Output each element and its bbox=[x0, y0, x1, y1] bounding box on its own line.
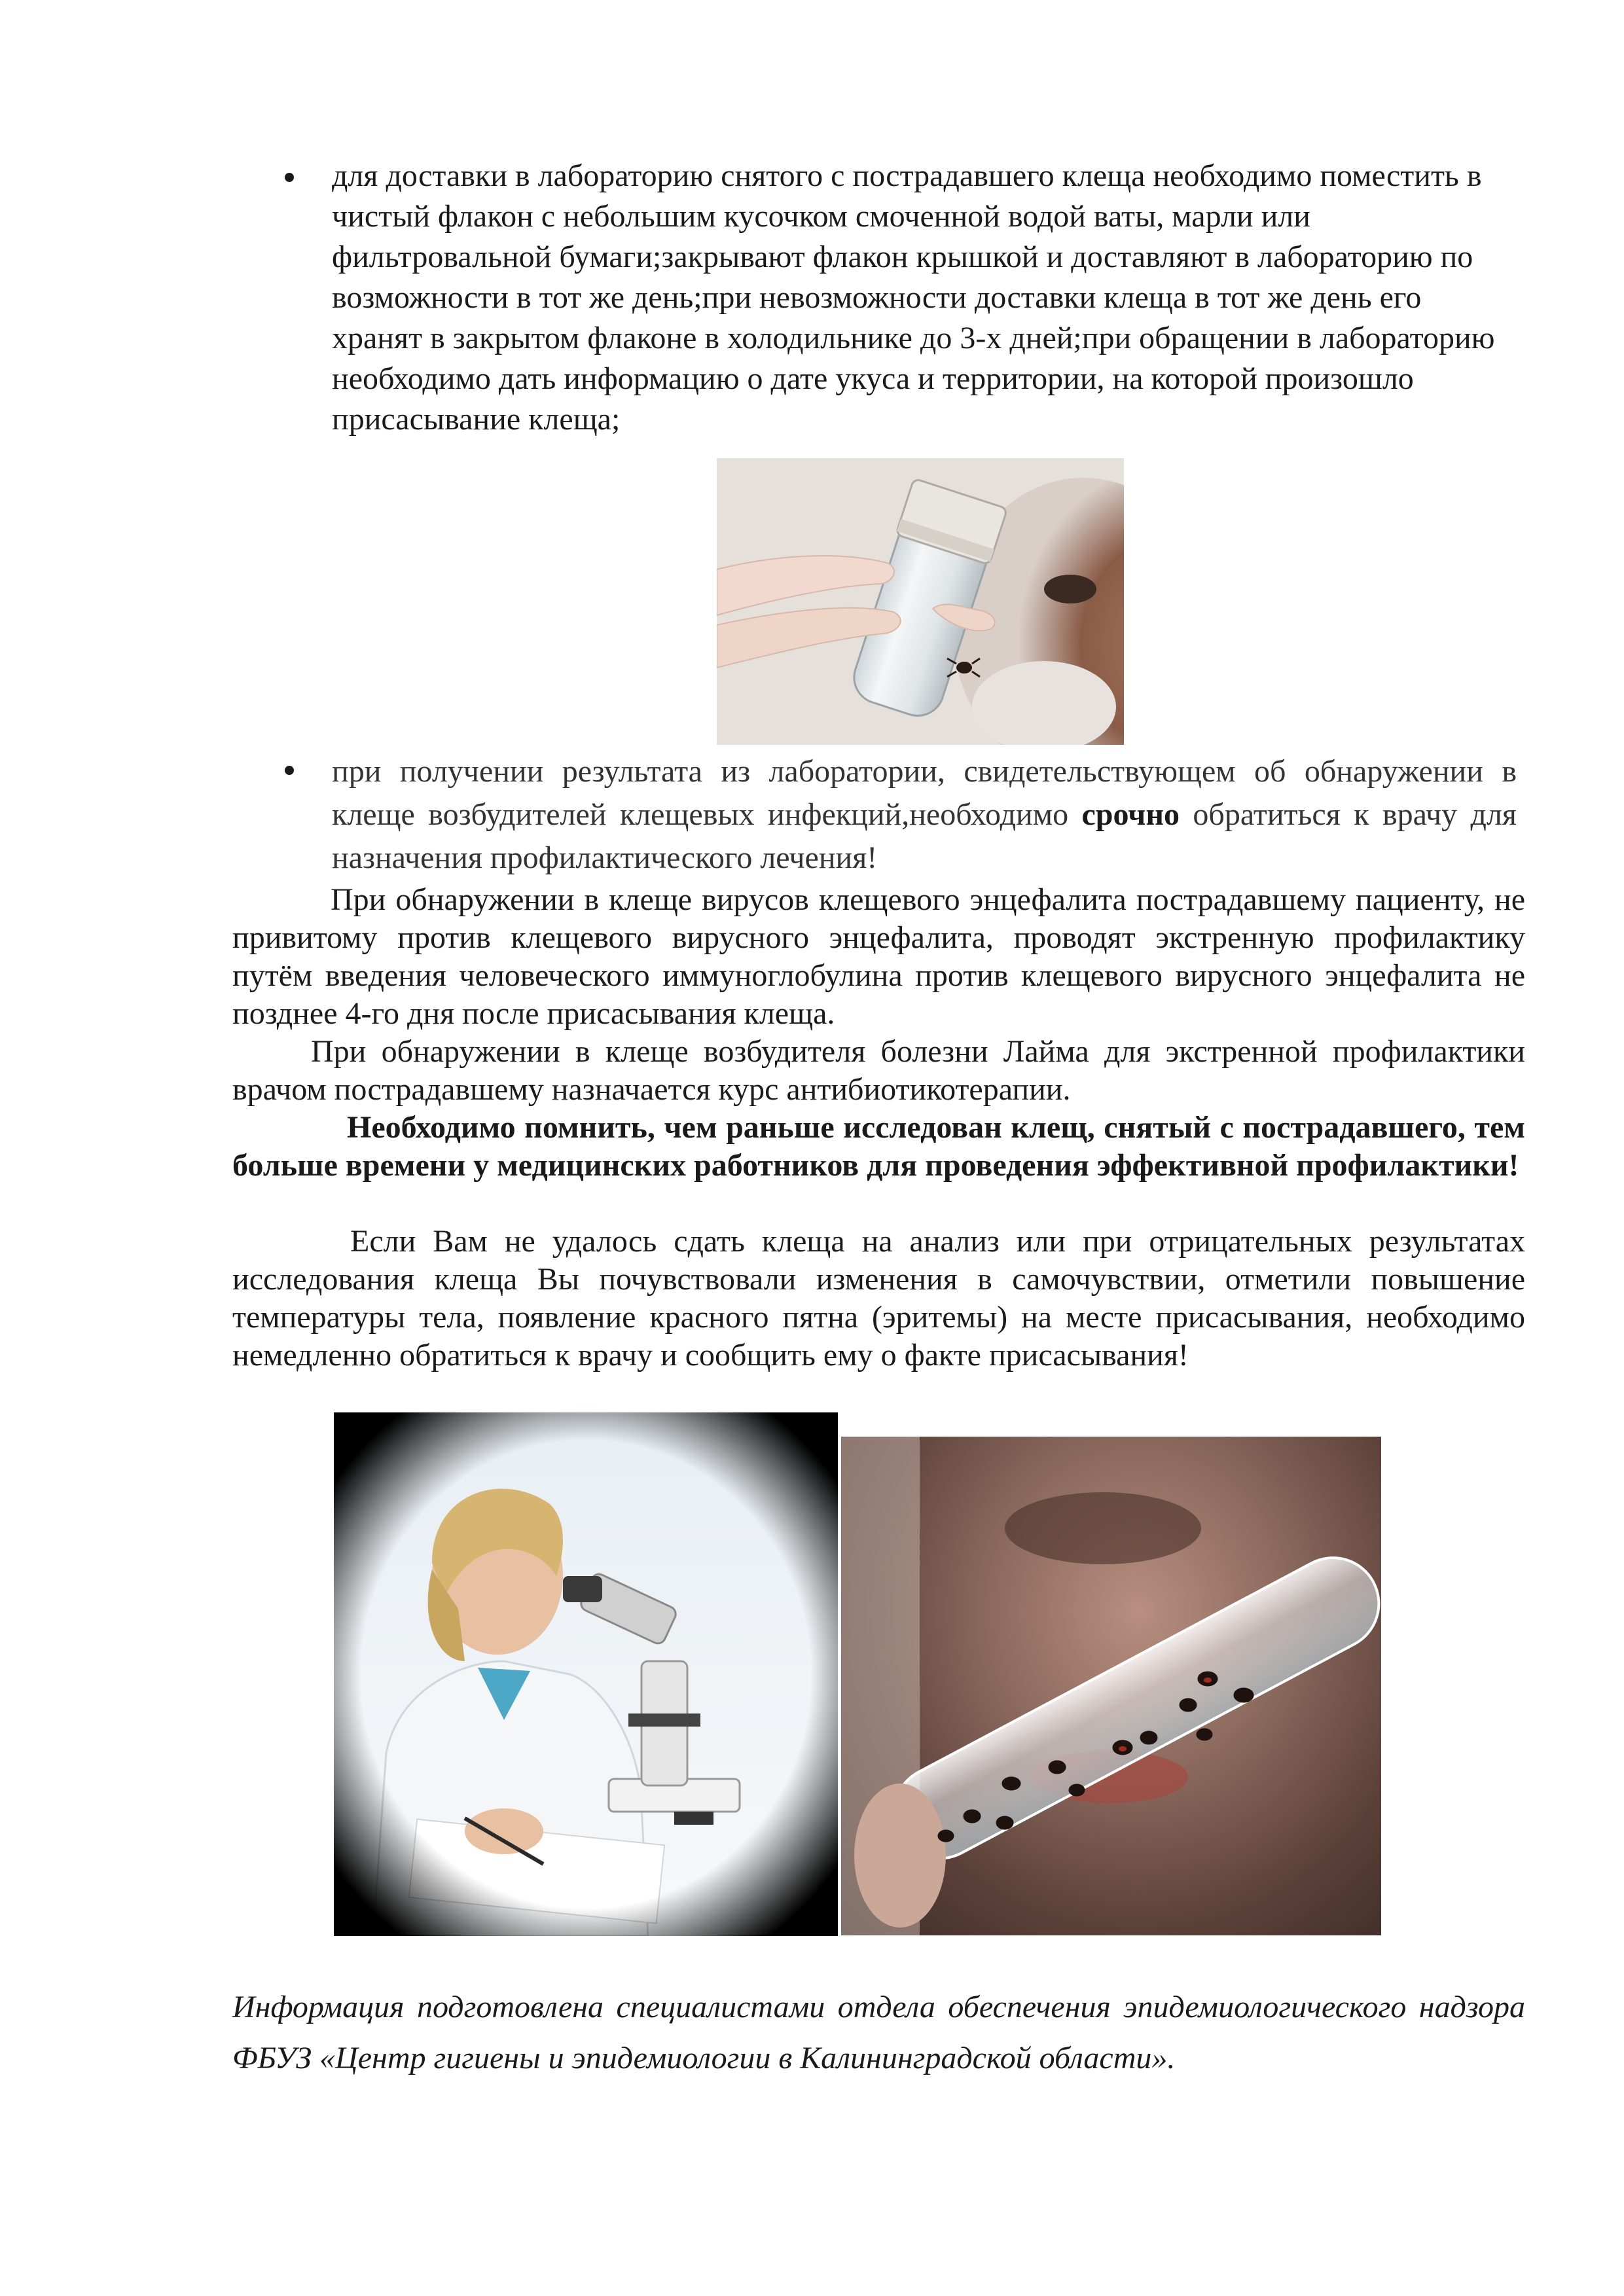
bullet-text-bold: срочно bbox=[1081, 797, 1180, 832]
vial-photo bbox=[717, 458, 1124, 745]
bullet-text-before: при получении результата из лаборатории, свидетельствующем об обнаружении в клеще возбудителей клещевых инфекций,необходимо bbox=[332, 754, 1517, 832]
bullet-dot bbox=[285, 766, 294, 775]
paragraph-encephalitis: При обнаружении в клеще вирусов клещевого энцефалита пострадавшему пациенту, не привитому против клещевого вирусного энцефалита, проводят экстренную профилактику путём введения человеческого иммуноглобулина против клещевого вирусного энцефалита не позднее 4-го дня после присасывания клеща. bbox=[232, 882, 1525, 1031]
hand-holding-vial-illustration bbox=[717, 458, 1124, 745]
bullet-text: для доставки в лабораторию снятого с пострадавшего клеща необходимо поместить в чистый флакон с небольшим кусочком смоченной водой ваты, марли или фильтровальной бумаги;закрывают флакон крышкой и доставляют в лабораторию по возможности в тот же день;при невозможности доставки клеща в тот же день его хранят в закрытом флаконе в холодильнике до 3-х дней;при обращении в лабораторию необходимо дать информацию о дате укуса и территории, на которой произошло присасывание клеща; bbox=[332, 158, 1495, 437]
bullet-dot bbox=[285, 173, 294, 182]
paragraph-symptoms: Если Вам не удалось сдать клеща на анализ или при отрицательных результатах исследования клеща Вы почувствовали изменения в самочувствии, отметили повышение температуры тела, появление красного пятна (эритемы) на месте присасывания, необходимо немедленно обратиться к врачу и сообщить ему о факте присасывания! bbox=[232, 1224, 1525, 1372]
tube-photo bbox=[841, 1437, 1381, 1935]
paragraph-remember: Необходимо помнить, чем раньше исследован клещ, снятый с пострадавшего, тем больше времени у медицинских работников для проведения эффективной профилактики! bbox=[232, 1110, 1525, 1183]
test-tube-ticks-illustration bbox=[841, 1437, 1381, 1935]
footer-credit: Информация подготовлена специалистами отдела обеспечения эпидемиологического надзора ФБУЗ «Центр гигиены и эпидемиологии в Калининградской области». bbox=[232, 1990, 1525, 2075]
bullet-text bbox=[332, 750, 1517, 880]
scientist-microscope-illustration bbox=[334, 1412, 838, 1936]
paragraph-lyme: При обнаружении в клеще возбудителя болезни Лайма для экстренной профилактики врачом пострадавшему назначается курс антибиотикотерапии. bbox=[232, 1034, 1525, 1107]
bullet-text-after: обратиться к врачу для назначения профилактического лечения! bbox=[332, 797, 1517, 875]
lab-photo bbox=[334, 1412, 838, 1936]
